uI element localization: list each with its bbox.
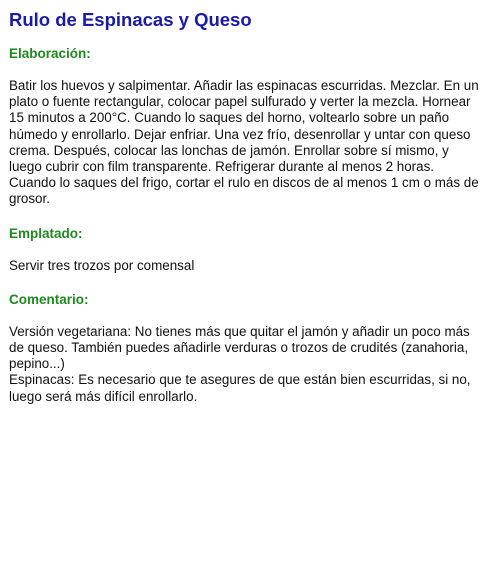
section-emplatado bbox=[9, 225, 479, 274]
section-comentario bbox=[9, 291, 479, 405]
paragraph-comentario-espinacas: Espinacas: Es necesario que te asegures de que están bien escurridas, si no, luego será más difícil enrollarlo. bbox=[9, 372, 471, 404]
recipe-title: Rulo de Espinacas y Queso bbox=[9, 9, 252, 30]
section-body-emplatado bbox=[9, 258, 479, 274]
paragraph-comentario-vegetariana: Versión vegetariana: No tienes más que quitar el jamón y añadir un poco más de queso. También puedes añadirle verduras o trozos de crudités (zanahoria, pepino...) bbox=[9, 323, 470, 372]
section-elaboracion bbox=[9, 45, 479, 208]
section-body-elaboracion bbox=[9, 78, 479, 208]
section-heading-elaboracion: Elaboración: bbox=[9, 46, 91, 61]
section-heading-emplatado: Emplatado: bbox=[9, 225, 83, 241]
paragraph-elaboracion: Batir los huevos y salpimentar. Añadir las espinacas escurridas. Mezclar. En un plato o fuente rectangular, colocar papel sulfurado y verter la mezcla. Hornear 15 minutos a 200°C. Cuando lo saques del horno, voltearlo sobre un paño húmedo y enrollarlo. Dejar enfriar. Una vez frío, desenrollar y untar con queso crema. Después, colocar las lonchas de jamón. Enrollar sobre sí mismo, y luego cubrir con film transparente. Refrigerar durante al menos 2 horas. Cuando lo saques del frigo, cortar el rulo en discos de al menos 1 cm o más de grosor. bbox=[9, 78, 479, 207]
section-heading-comentario: Comentario: bbox=[9, 291, 89, 307]
paragraph-emplatado: Servir tres trozos por comensal bbox=[9, 257, 195, 273]
section-body-comentario bbox=[9, 324, 479, 405]
